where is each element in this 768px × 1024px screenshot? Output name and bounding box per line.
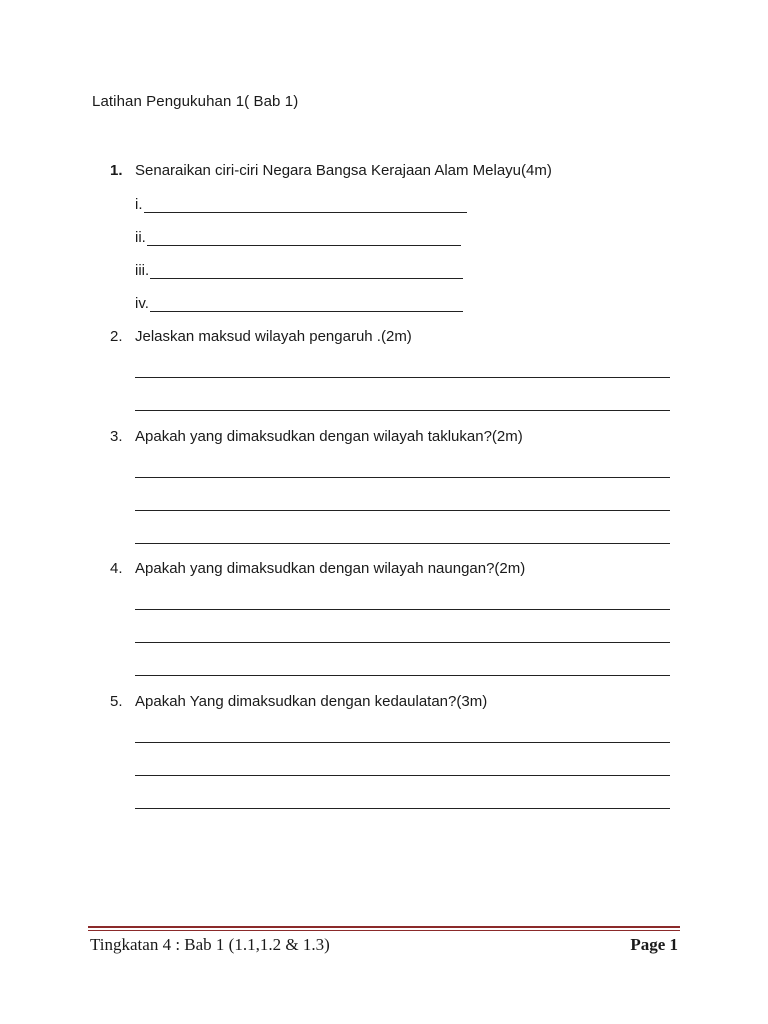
roman-numeral: iii. (135, 262, 150, 279)
question-1 (110, 162, 552, 179)
answer-item-ii[interactable] (135, 229, 461, 246)
footer-divider-thin (88, 930, 680, 931)
question-text: Apakah yang dimaksudkan dengan wilayah taklukan?(2m) (135, 428, 523, 445)
question-number: 3. (110, 428, 123, 445)
answer-item-iii[interactable] (135, 262, 463, 279)
question-number: 4. (110, 560, 123, 577)
question-text: Jelaskan maksud wilayah pengaruh .(2m) (135, 328, 412, 345)
answer-line[interactable] (135, 377, 670, 378)
question-4 (110, 560, 525, 577)
roman-numeral: iv. (135, 295, 149, 312)
question-5 (110, 693, 487, 710)
answer-line[interactable] (135, 808, 670, 809)
question-number: 5. (110, 693, 123, 710)
question-3 (110, 428, 523, 445)
answer-blank[interactable] (150, 264, 463, 279)
answer-line[interactable] (135, 510, 670, 511)
footer-divider (88, 926, 680, 928)
answer-line[interactable] (135, 410, 670, 411)
question-text: Apakah yang dimaksudkan dengan wilayah naungan?(2m) (135, 560, 526, 577)
answer-blank[interactable] (147, 231, 461, 246)
question-text: Senaraikan ciri-ciri Negara Bangsa Kerajaan Alam Melayu(4m) (135, 162, 552, 179)
question-text: Apakah Yang dimaksudkan dengan kedaulatan?(3m) (135, 693, 488, 710)
answer-line[interactable] (135, 642, 670, 643)
page-number: Page 1 (630, 935, 678, 954)
answer-blank[interactable] (144, 198, 467, 213)
answer-line[interactable] (135, 775, 670, 776)
question-2 (110, 328, 412, 345)
answer-line[interactable] (135, 675, 670, 676)
answer-line[interactable] (135, 609, 670, 610)
answer-blank[interactable] (150, 297, 463, 312)
roman-numeral: i. (135, 196, 143, 213)
footer-chapter: Tingkatan 4 : Bab 1 (1.1,1.2 & 1.3) (90, 935, 330, 954)
answer-line[interactable] (135, 742, 670, 743)
roman-numeral: ii. (135, 229, 146, 246)
worksheet-title: Latihan Pengukuhan 1( Bab 1) (92, 93, 299, 110)
answer-line[interactable] (135, 477, 670, 478)
answer-item-i[interactable] (135, 196, 467, 213)
question-number: 2. (110, 328, 123, 345)
answer-item-iv[interactable] (135, 295, 463, 312)
question-number: 1. (110, 162, 123, 179)
answer-line[interactable] (135, 543, 670, 544)
